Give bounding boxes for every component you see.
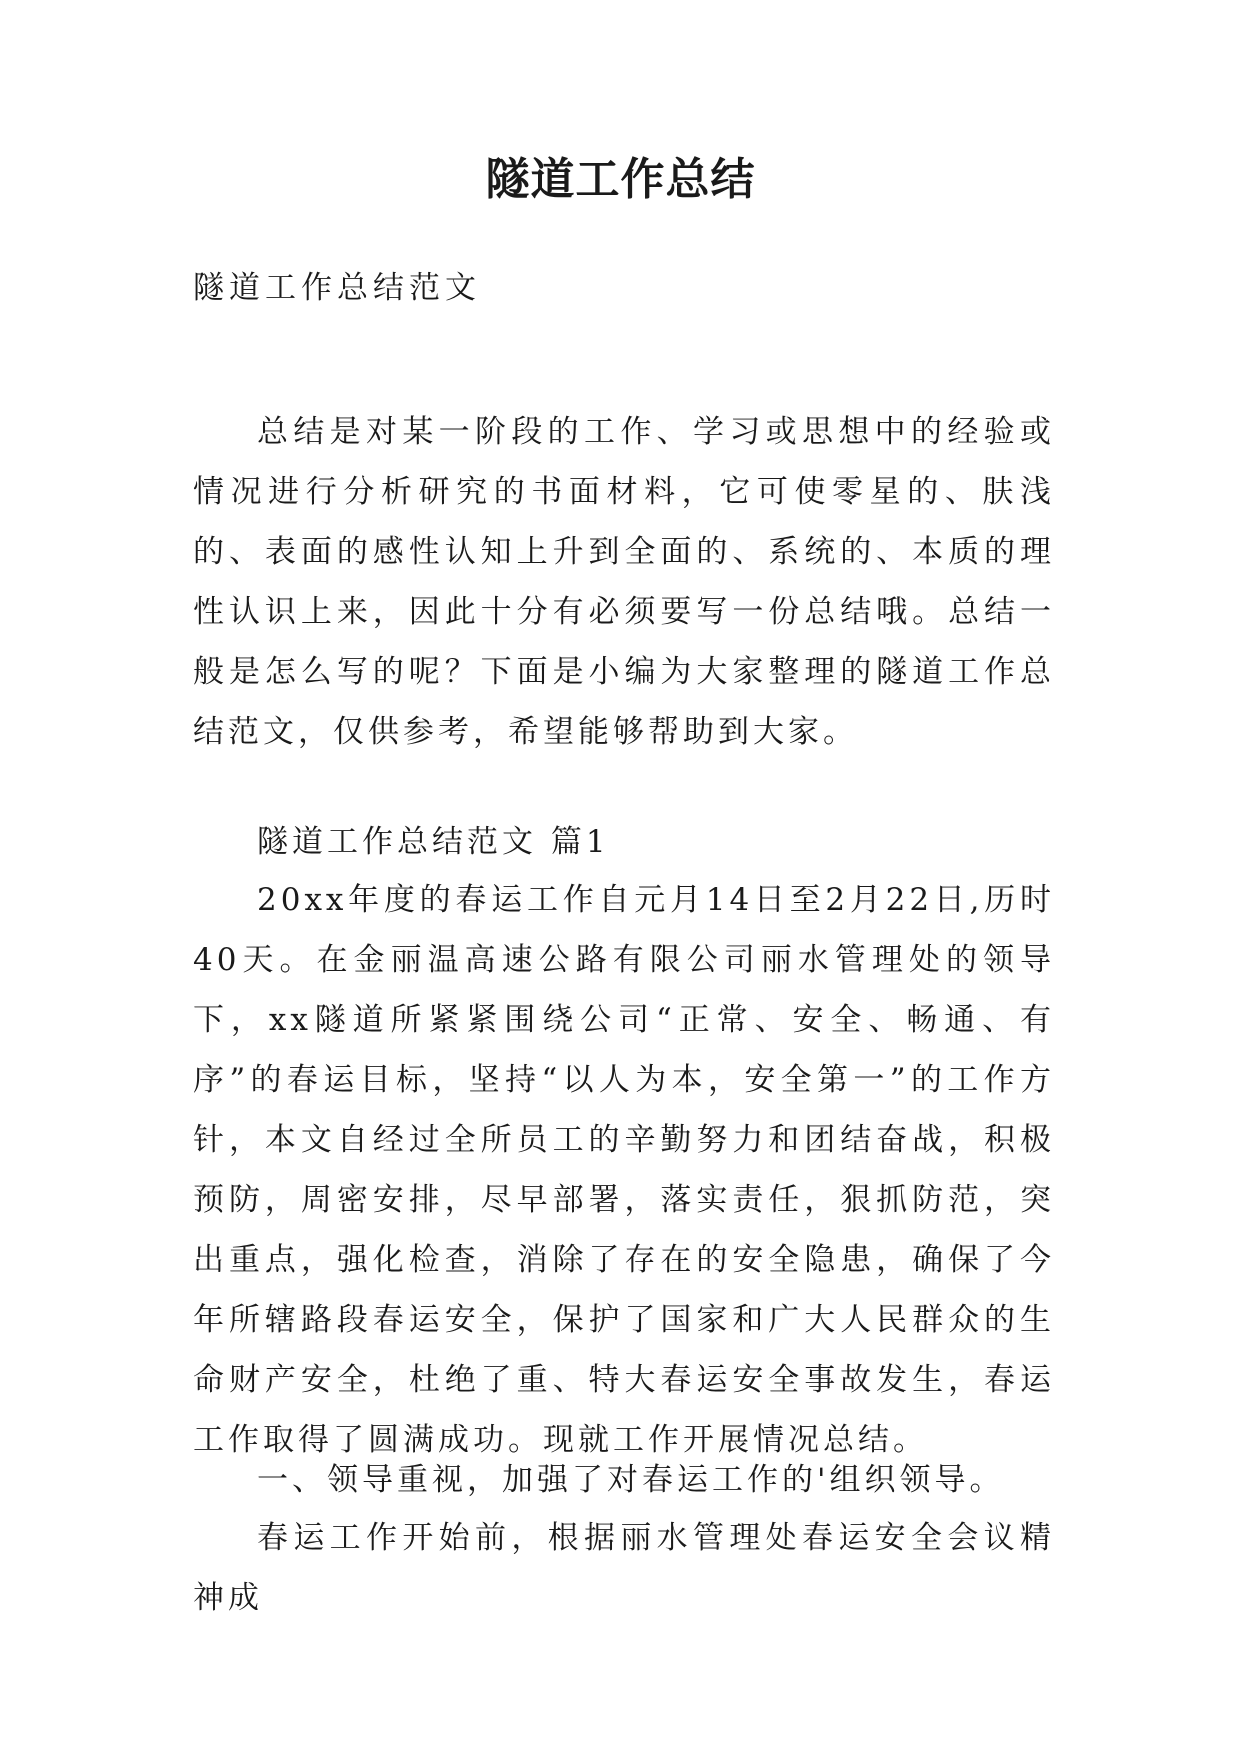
intro-paragraph: 总结是对某一阶段的工作、学习或思想中的经验或情况进行分析研究的书面材料，它可使零星的、肤浅的、表面的感性认知上升到全面的、系统的、本质的理性认识上来，因此十分有必须要写一份总结哦。总结一般是怎么写的呢？下面是小编为大家整理的隧道工作总结范文，仅供参考，希望能够帮助到大家。 bbox=[193, 414, 1055, 750]
body-paragraph-2: 春运工作开始前，根据丽水管理处春运安全会议精神成 bbox=[193, 1520, 1055, 1616]
subheading-1: 一、领导重视，加强了对春运工作的'组织领导。 bbox=[257, 1462, 1005, 1498]
section-heading: 隧道工作总结范文 篇1 bbox=[257, 824, 610, 860]
document-subtitle: 隧道工作总结范文 bbox=[193, 270, 481, 306]
body-paragraph-1: 20xx年度的春运工作自元月14日至2月22日,历时40天。在金丽温高速公路有限公司丽水管理处的领导下，xx隧道所紧紧围绕公司“正常、安全、畅通、有序”的春运目标，坚持“以人为本，安全第一”的工作方针，本文自经过全所员工的辛勤努力和团结奋战，积极预防，周密安排，尽早部署，落实责任，狠抓防范，突出重点，强化检查，消除了存在的安全隐患，确保了今年所辖路段春运安全，保护了国家和广大人民群众的生命财产安全，杜绝了重、特大春运安全事故发生，春运工作取得了圆满成功。现就工作开展情况总结。 bbox=[193, 882, 1055, 1458]
document-title: 隧道工作总结 bbox=[485, 154, 756, 205]
